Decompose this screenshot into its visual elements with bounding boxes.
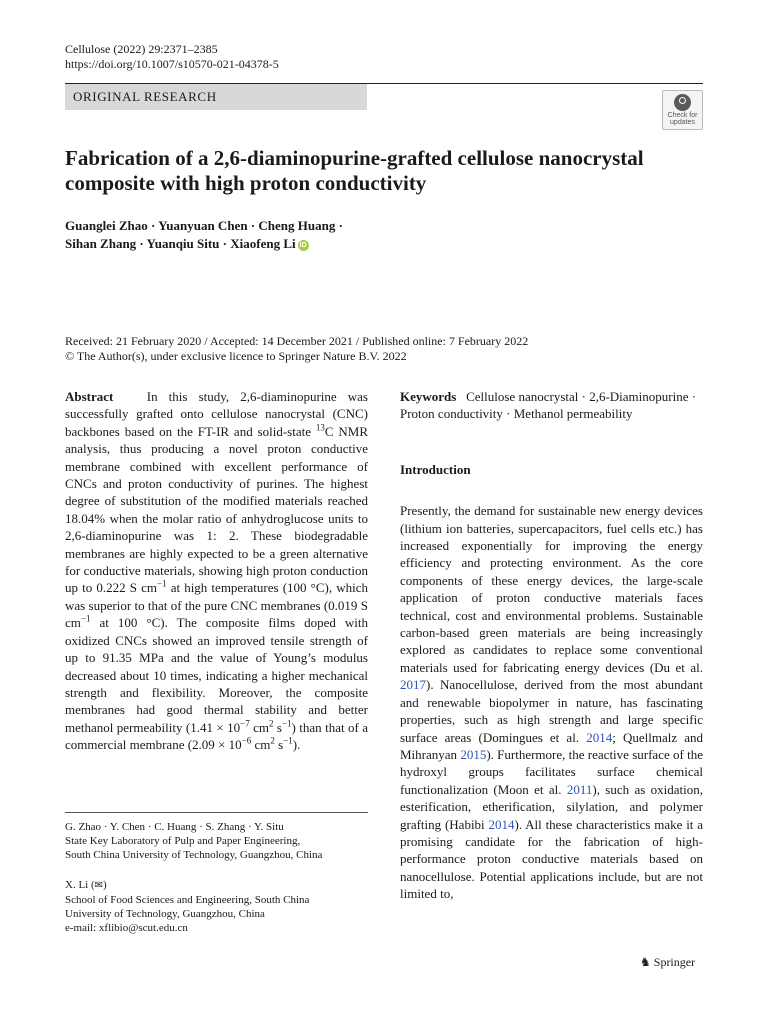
publication-history xyxy=(65,334,705,364)
abstract-part: at 100 °C). The composite films doped with oxidized CNCs showed an improved tensile strength of up to 91.35 MPa and the value of Young’s modulus decreased about 10 times, indicating a higher mechanical strength and flexibility. Moreover, the composite membranes had good thermal stability and better methanol permeability (1.41 × 10 xyxy=(65,615,368,735)
intro-part: ). All these characteristics make it a promising candidate for the fabrication of high-performance proton conductive materials based on nanocellulose. Potential applications include, but are not limited to, xyxy=(400,816,703,902)
abstract-part: s xyxy=(274,737,284,753)
abstract-part: at high temperatures (100 °C), which was superior to that of the pure CNC membranes (0.019 S cm xyxy=(65,580,368,631)
affiliation-line: State Key Laboratory of Pulp and Paper Engineering, xyxy=(65,835,301,847)
author-line-1: Guanglei Zhao · Yuanyuan Chen · Cheng Huang · xyxy=(65,218,343,233)
intro-part: ). Nanocellulose, derived from the most abundant and renewable biopolymer in nature, has fascinating properties, such as high strength and large specific surface areas (Domingues et al. xyxy=(400,677,703,745)
publisher-footer xyxy=(640,955,695,970)
introduction-text xyxy=(400,502,703,902)
article-title: Fabrication of a 2,6-diaminopurine-grafted cellulose nanocrystal composite with high proton conductivity xyxy=(65,146,644,195)
abstract-part: ). xyxy=(292,737,301,753)
history-dates: Received: 21 February 2020 / Accepted: 14 December 2021 / Published online: 7 February 2022 xyxy=(65,334,529,348)
introduction-heading: Introduction xyxy=(400,461,471,477)
orcid-icon[interactable]: iD xyxy=(299,242,307,249)
doi-link[interactable]: https://doi.org/10.1007/s10570-021-04378-5 xyxy=(65,57,279,71)
check-for-updates-badge[interactable] xyxy=(662,90,703,130)
superscript: 13 xyxy=(315,422,325,433)
superscript: −1 xyxy=(80,613,91,624)
email-link[interactable]: e-mail: xflibio@scut.edu.cn xyxy=(65,922,188,934)
affiliations xyxy=(65,820,368,951)
abstract-part: cm xyxy=(251,737,271,753)
corresponding-author-end: ) xyxy=(103,879,107,891)
abstract-heading: Abstract xyxy=(65,389,114,404)
affiliation-line: South China University of Technology, Guangzhou, China xyxy=(65,849,323,861)
author-line-2-text: Sihan Zhang · Yuanqiu Situ · Xiaofeng Li xyxy=(65,236,296,251)
abstract-part: In this study, 2,6-diaminopurine was successfully grafted onto cellulose nanocrystal (CNC) backbones based on the FT-IR and solid-state xyxy=(65,389,368,439)
article-type-banner: ORIGINAL RESEARCH xyxy=(65,84,367,110)
affiliation-group-1 xyxy=(65,820,368,862)
superscript: 2 xyxy=(270,735,275,746)
citation-link[interactable]: 2015 xyxy=(460,746,487,762)
journal-line: Cellulose (2022) 29:2371–2385 xyxy=(65,42,218,56)
intro-part: ), such as oxidation, esterification, etherification, silylation, and polymer grafting (Habibi xyxy=(400,781,704,832)
superscript: −6 xyxy=(241,735,252,746)
intro-part: ; Quellmalz and Mihranyan xyxy=(400,729,704,762)
superscript: −7 xyxy=(240,718,250,729)
publisher-name: Springer xyxy=(653,955,696,969)
affiliation-group-2 xyxy=(65,878,368,935)
abstract-part: ) than that of a commercial membrane (2.09 × 10 xyxy=(65,719,368,753)
superscript: −1 xyxy=(156,579,167,590)
envelope-icon: ✉ xyxy=(94,880,104,891)
keywords xyxy=(400,388,703,423)
abstract-text xyxy=(65,388,368,754)
check-updates-icon xyxy=(674,94,691,111)
keywords-heading: Keywords xyxy=(400,389,457,404)
check-badge-line2: updates xyxy=(670,119,695,126)
affiliation-divider xyxy=(65,812,368,813)
springer-horse-icon: ♞ xyxy=(640,955,651,969)
copyright-line: © The Author(s), under exclusive licence to Springer Nature B.V. 2022 xyxy=(65,349,407,363)
citation-link[interactable]: 2014 xyxy=(586,729,613,745)
superscript: −1 xyxy=(281,718,292,729)
journal-citation xyxy=(65,42,279,72)
abstract-part: cm xyxy=(249,719,269,735)
affiliation-line: University of Technology, Guangzhou, China xyxy=(65,908,265,920)
corresponding-author: X. Li ( xyxy=(65,879,95,891)
abstract-part: C NMR analysis, thus producing a novel proton conductive membrane combined with excellent performance of CNCs and proton conductivity of purines. The highest degree of substitution of the modified materials reached 18.04% when the molar ratio of anhydroglucose units to 2,6-diaminopurine was 1: 2. These biodegradable membranes are highly expected to be a green alternative for conductive materials, showing high proton conduction up to 0.222 S cm xyxy=(65,423,368,596)
abstract-section xyxy=(65,388,368,754)
superscript: 2 xyxy=(269,718,274,729)
right-column xyxy=(400,388,703,903)
intro-part: Presently, the demand for sustainable new energy devices (lithium ion batteries, supercapacitors, fuel cells etc.) has increased exponentially for improving the energy efficiency and protecting environment. As the core components of these energy devices, the large-scale application of proton conductive materials faces technical, cost and environmental problems. Sustainable carbon-based green materials are being increasingly explored as candidates to replace some conventional materials used for fabricating energy devices (Du et al. xyxy=(400,503,703,675)
check-badge-line1: Check for xyxy=(667,112,698,119)
affiliation-names: G. Zhao · Y. Chen · C. Huang · S. Zhang · Y. Situ xyxy=(65,821,284,833)
author-line-2 xyxy=(65,235,705,253)
abstract-part: s xyxy=(273,719,282,735)
superscript: −1 xyxy=(283,735,293,746)
citation-link[interactable]: 2011 xyxy=(566,781,593,797)
keywords-text: Cellulose nanocrystal · 2,6-Diaminopurine · Proton conductivity · Methanol permeability xyxy=(400,389,697,422)
citation-link[interactable]: 2017 xyxy=(400,677,426,693)
intro-part: ). Furthermore, the reactive surface of the hydroxyl groups facilitates surface chemical functionalization (Moon et al. xyxy=(400,746,703,797)
author-list xyxy=(65,217,705,253)
citation-link[interactable]: 2014 xyxy=(488,816,515,832)
affiliation-line: School of Food Sciences and Engineering, South China xyxy=(65,894,310,906)
